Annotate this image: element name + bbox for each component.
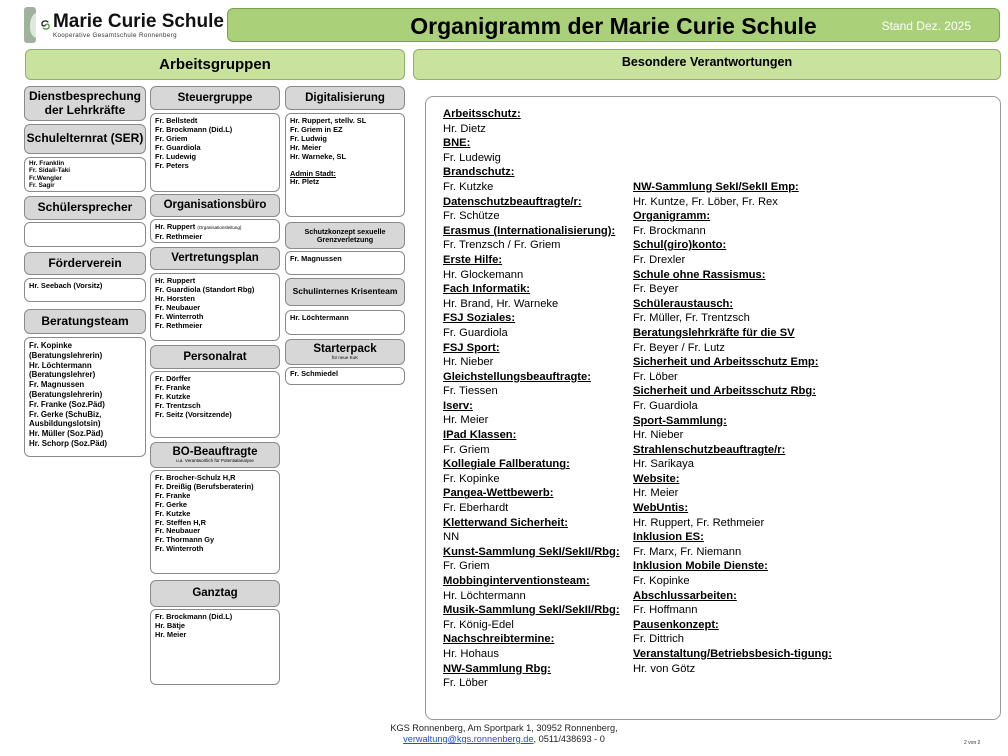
starterpack-header [285, 339, 405, 365]
responsibility-label: Inklusion ES: [633, 531, 704, 544]
responsibility-label: Arbeitsschutz: [443, 108, 521, 120]
member: Fr. Gerke (SchuBiz, [29, 409, 102, 419]
member: Fr. Rethmeier [155, 231, 203, 241]
responsibility-label: Kunst-Sammlung SekI/SekII/Rbg: [443, 545, 620, 558]
member: Hr. Pletz [290, 177, 320, 187]
responsibility-value: Hr. Meier [443, 414, 489, 427]
member: Fr. Kutzke [155, 391, 191, 401]
member: Fr. Peters [155, 160, 189, 170]
responsibility-value: Fr. Griem [443, 560, 490, 573]
responsibility-value: Hr. Löchtermann [443, 589, 526, 602]
member: Fr. Bellstedt [155, 116, 198, 125]
responsibility-label: Abschlussarbeiten: [633, 589, 737, 602]
member: Fr. Winterroth [155, 544, 204, 554]
member: Fr. Franke (Soz.Päd) [29, 399, 105, 409]
member: Fr. Brockmann (Did.L) [155, 612, 233, 621]
personalrat-title: Personalrat [183, 350, 247, 363]
member: Hr. Löchtermann [290, 313, 349, 322]
responsibility-value: Fr. Kopinke [443, 472, 500, 485]
responsibility-label: NW-Sammlung SekI/SekII Emp: [633, 181, 799, 193]
responsibility-label: IPad Klassen: [443, 429, 517, 442]
member: Hr. Ruppert, stellv. SL [290, 116, 367, 125]
responsibility-value: Hr. Nieber [633, 429, 684, 442]
member: Hr. Bätje [155, 620, 185, 630]
starterpack-title: Starterpack [313, 342, 377, 355]
responsibility-label: FSJ Sport: [443, 341, 500, 354]
member-name: Hr. Ruppert [155, 222, 196, 231]
responsibility-label: Strahlenschutzbeauftragte/r: [633, 443, 786, 456]
portrait-icon [24, 7, 36, 43]
foerderverein-header [24, 252, 146, 275]
member: Fr. Magnussen [29, 380, 85, 390]
schuelersprecher-title: Schülersprecher [37, 200, 133, 215]
footer [0, 723, 1008, 745]
responsibility-label: BNE: [443, 137, 471, 150]
responsibility-value: Fr. Tiessen [443, 385, 498, 398]
member: Hr. Ruppert [155, 276, 196, 285]
footer-address: KGS Ronnenberg, Am Sportpark 1, 30952 Ronnenberg, [390, 723, 618, 733]
organisationsbuero-title: Organisationsbüro [163, 199, 267, 212]
responsibility-label: Nachschreibtermine: [443, 633, 555, 646]
responsibility-value: Hr. Sarikaya [633, 458, 694, 471]
responsibility-value: Fr. Kutzke [443, 180, 494, 193]
member: Hr. Warneke, SL [290, 151, 346, 161]
ganztag-header [150, 580, 280, 607]
member: Fr. Dreißig (Berufsberaterin) [155, 481, 254, 491]
member: Fr. Rethmeier [155, 320, 203, 330]
member: Fr. Dörffer [155, 374, 191, 383]
member: Fr. Schmiedel [290, 369, 339, 378]
responsibility-value: Fr. König-Edel [443, 618, 514, 631]
member: Fr. Ludwig [290, 133, 327, 143]
ganztag-members [150, 609, 280, 685]
member: Fr. Sagir [29, 182, 55, 190]
responsibility-label: Veranstaltung/Betriebsbesich-tigung: [633, 648, 832, 660]
responsibility-value: Fr. Beyer / Fr. Lutz [633, 341, 726, 354]
school-logo [24, 6, 224, 44]
footer-contact [0, 734, 1008, 745]
dienstbesprechung-title: Dienstbesprechung der Lehrkräfte [28, 89, 142, 117]
logo-mark-icon [40, 11, 51, 39]
member: (Beratungslehrerin) [29, 389, 103, 399]
member: Fr. Winterroth [155, 311, 204, 321]
member: (Beratungslehrerin) [29, 350, 103, 360]
responsibility-value: Fr. Schütze [443, 210, 500, 223]
member-role: (Organisationsleitung) [197, 225, 242, 230]
schutzkonzept-title: Schutzkonzept sexuelle Grenzverletzung [304, 226, 386, 244]
krisenteam-title: Schulinternes Krisenteam [292, 286, 398, 297]
digitalisierung-title: Digitalisierung [305, 91, 385, 104]
footer-phone: , 0511/438693 - 0 [533, 734, 605, 744]
verantwortungen-column-2 [633, 180, 838, 676]
responsibility-value: Hr. von Götz [633, 662, 696, 675]
bo-beauftragte-title: BO-Beauftragte [172, 445, 258, 458]
responsibility-label: Schule ohne Rassismus: [633, 268, 766, 281]
responsibility-value: Hr. Nieber [443, 356, 494, 369]
member: Fr. Kopinke [29, 341, 72, 350]
digitalisierung-members [285, 113, 405, 217]
member: Ausbildungslotsin) [29, 419, 101, 429]
title-bar [227, 8, 1000, 42]
vertretungsplan-members [150, 273, 280, 341]
responsibility-value: Fr. Ludewig [443, 151, 501, 164]
schulelternrat-header [24, 124, 146, 154]
member: Hr. Müller (Soz.Päd) [29, 429, 104, 439]
organisationsbuero-header [150, 194, 280, 217]
responsibility-value: NN [443, 531, 460, 544]
krisenteam-members [285, 310, 405, 335]
responsibility-value: Hr. Kuntze, Fr. Löber, Fr. Rex [633, 195, 778, 208]
responsibility-value: Fr. Löber [443, 677, 488, 690]
steuergruppe-members [150, 113, 280, 192]
responsibility-label: Beratungslehrkräfte für die SV [633, 326, 795, 339]
beratungsteam-header [24, 309, 146, 334]
page-number: 2 von 2 [964, 740, 981, 746]
member: Hr. Löchtermann [29, 360, 92, 370]
responsibility-label: WebUntis: [633, 502, 689, 515]
member: Fr. Franke [155, 382, 191, 392]
responsibility-value: Fr. Eberhardt [443, 502, 509, 515]
responsibility-label: Erasmus (Internationalisierung): [443, 224, 616, 237]
krisenteam-header [285, 278, 405, 306]
responsibility-label: Gleichstellungsbeauftragte: [443, 370, 591, 383]
responsibility-label: Pausenkonzept: [633, 618, 719, 631]
member: Fr. Griem in EZ [290, 124, 343, 134]
member: (Beratungslehrer) [29, 370, 96, 380]
responsibility-value: Hr. Hohaus [443, 647, 499, 660]
digitalisierung-header [285, 86, 405, 110]
responsibility-value: Fr. Brockmann [633, 224, 706, 237]
dienstbesprechung-header [24, 86, 146, 121]
responsibility-value: Fr. Drexler [633, 253, 686, 266]
responsibility-label: Mobbinginterventionsteam: [443, 575, 590, 587]
member: Hr. Horsten [155, 293, 195, 303]
verantwortungen-header: Besondere Verantwortungen [413, 49, 1001, 80]
responsibility-label: Iserv: [443, 399, 473, 412]
schuelersprecher-header [24, 196, 146, 220]
schulelternrat-title: Schulelternrat (SER) [26, 131, 144, 146]
personalrat-members [150, 371, 280, 438]
responsibility-value: Fr. Müller, Fr. Trentzsch [633, 312, 750, 325]
responsibility-value: Fr. Kopinke [633, 575, 690, 588]
responsibility-label: Datenschutzbeauftragte/r: [443, 195, 582, 208]
verantwortungen-column-1 [443, 107, 628, 691]
steuergruppe-header [150, 86, 280, 110]
responsibility-label: Sport-Sammlung: [633, 414, 727, 427]
responsibility-label: Schul(giro)konto: [633, 239, 727, 252]
foerderverein-members [24, 278, 146, 302]
member: Fr. Neubauer [155, 302, 201, 312]
member: Fr. Kutzke [155, 508, 191, 518]
member: Fr. Franke [155, 490, 191, 500]
schutzkonzept-members [285, 251, 405, 275]
steuergruppe-title: Steuergruppe [177, 91, 253, 104]
vertretungsplan-title: Vertretungsplan [171, 252, 259, 265]
responsibility-label: Erste Hilfe: [443, 253, 503, 266]
member: Fr. Gerke [155, 499, 188, 509]
responsibility-label: Schüleraustausch: [633, 297, 734, 310]
member: Hr. Schorp (Soz.Päd) [29, 438, 108, 448]
responsibility-value: Fr. Hoffmann [633, 604, 698, 617]
responsibility-value: Fr. Guardiola [633, 399, 698, 412]
responsibility-value: Fr. Löber [633, 370, 678, 383]
member: Fr. Ludewig [155, 151, 197, 161]
responsibility-value: Hr. Ruppert, Fr. Rethmeier [633, 516, 765, 529]
responsibility-value: Hr. Brand, Hr. Warneke [443, 297, 559, 310]
logo-name: Marie Curie Schule [52, 10, 224, 32]
email-link[interactable]: verwaltung@kgs.ronnenberg.de [403, 734, 534, 744]
responsibility-value: Hr. Glockemann [443, 268, 524, 281]
responsibility-label: Website: [633, 472, 680, 485]
schutzkonzept-header [285, 222, 405, 249]
responsibility-value: Hr. Dietz [443, 122, 486, 135]
member: Fr. Sidali-Taki [29, 167, 71, 175]
responsibility-label: Inklusion Mobile Dienste: [633, 560, 768, 573]
organisationsbuero-members [150, 219, 280, 243]
responsibility-label: Brandschutz: [443, 166, 515, 179]
member: Fr. Guardiola [155, 142, 201, 152]
arbeitsgruppen-header: Arbeitsgruppen [25, 49, 405, 80]
admin-label: Admin Stadt: [290, 168, 336, 178]
stand-date: Stand Dez. 2025 [881, 19, 971, 33]
responsibility-value: Fr. Dittrich [633, 633, 684, 646]
logo-subtitle: Kooperative Gesamtschule Ronnenberg [52, 31, 178, 39]
member: Fr. Seitz (Vorsitzende) [155, 409, 232, 419]
member: Hr. Franklin [29, 160, 65, 167]
responsibility-value: Fr. Beyer [633, 283, 679, 296]
member: Fr. Griem [155, 133, 188, 143]
responsibility-value: Fr. Guardiola [443, 326, 508, 339]
beratungsteam-members [24, 337, 146, 457]
foerderverein-title: Förderverein [48, 255, 122, 270]
beratungsteam-title: Beratungsteam [41, 313, 129, 328]
responsibility-label: Kletterwand Sicherheit: [443, 516, 568, 529]
member: Hr. Seebach (Vorsitz) [29, 281, 103, 290]
responsibility-label: Pangea-Wettbewerb: [443, 487, 554, 500]
responsibility-value: Hr. Meier [633, 487, 679, 500]
bo-beauftragte-header [150, 442, 280, 468]
responsibility-label: Organigramm: [633, 210, 711, 223]
responsibility-label: FSJ Soziales: [443, 312, 516, 325]
responsibility-value: Fr. Marx, Fr. Niemann [633, 545, 742, 558]
ganztag-title: Ganztag [192, 587, 238, 600]
responsibility-value: Fr. Griem [443, 443, 490, 456]
responsibility-label: NW-Sammlung Rbg: [443, 662, 551, 675]
responsibility-label: Fach Informatik: [443, 283, 531, 296]
member: Fr. Trentzsch [155, 400, 201, 410]
responsibility-label: Musik-Sammlung SekI/SekII/Rbg: [443, 604, 620, 617]
personalrat-header [150, 345, 280, 369]
bo-beauftragte-note: u.a. Verantwortlich für Potentialanalyse [176, 458, 254, 464]
schulelternrat-members [24, 157, 146, 192]
page-title: Organigramm der Marie Curie Schule [410, 13, 817, 39]
member: Hr. Meier [155, 629, 187, 639]
member: Fr. Brocher-Schulz H,R [155, 473, 236, 482]
member: Fr. Brockmann (Did.L) [155, 124, 233, 134]
member: Fr.Wengler [29, 174, 62, 182]
schuelersprecher-members [24, 222, 146, 247]
member: Fr. Thormann Gy [155, 535, 215, 545]
starterpack-note: für neue KuK [331, 355, 359, 361]
member: Fr. Magnussen [290, 254, 342, 263]
responsibility-label: Kollegiale Fallberatung: [443, 458, 570, 471]
member: Hr. Meier [290, 142, 322, 152]
starterpack-members [285, 367, 405, 385]
responsibility-label: Sicherheit und Arbeitsschutz Rbg: [633, 385, 816, 398]
vertretungsplan-header [150, 247, 280, 270]
member: Fr. Guardiola (Standort Rbg) [155, 284, 255, 294]
member: Fr. Neubauer [155, 526, 201, 536]
responsibility-label: Sicherheit und Arbeitsschutz Emp: [633, 356, 819, 369]
member: Fr. Steffen H,R [155, 517, 206, 527]
bo-beauftragte-members [150, 470, 280, 574]
responsibility-value: Fr. Trenzsch / Fr. Griem [443, 239, 561, 252]
